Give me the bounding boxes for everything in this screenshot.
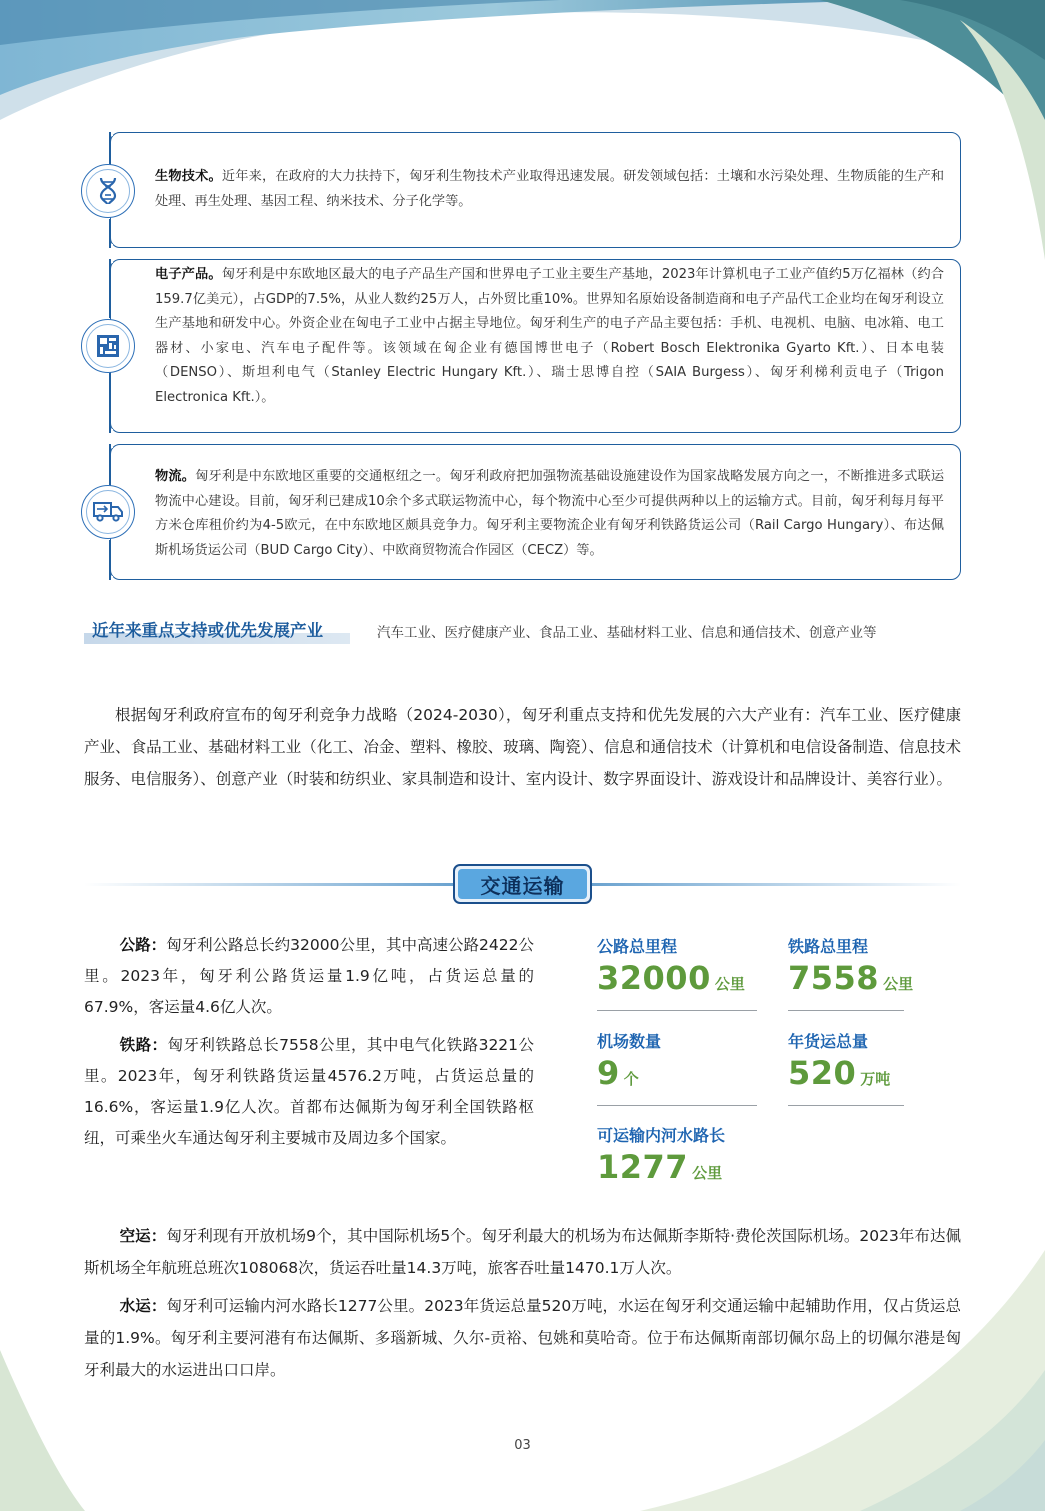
air-paragraph: 空运：匈牙利现有开放机场9个，其中国际机场5个。匈牙利最大的机场为布达佩斯李斯特·费伦茨国际机场。2023年布达佩斯机场全年航班总班次108068次，货运吞吐量14.3万吨，旅客吞吐量1470.1万人次。 <box>84 1227 961 1277</box>
stat-rail-length: 铁路总里程 7558 公里 <box>788 937 914 997</box>
stat-inland-waterway: 可运输内河水路长 1277 公里 <box>597 1126 726 1186</box>
water-paragraph: 水运：匈牙利可运输内河水路长1277公里。2023年货运总量520万吨，水运在匈牙利交通运输中起辅助作用，仅占货运总量的1.9%。匈牙利主要河港有布达佩斯、多瑙新城、久尔-贡裕、包姚和莫哈奇。位于布达佩斯南部切佩尔岛上的切佩尔港是匈牙利最大的水运进出口口岸。 <box>84 1297 961 1379</box>
stat-airport-count: 机场数量 9 个 <box>597 1032 662 1092</box>
title-rule-left <box>84 883 456 886</box>
stat-divider <box>788 1010 904 1011</box>
title-rule-right <box>589 883 961 886</box>
priority-industries-desc: 汽车工业、医疗健康产业、食品工业、基础材料工业、信息和通信技术、创意产业等 <box>377 625 877 641</box>
stat-divider <box>597 1105 757 1106</box>
stat-road-length: 公路总里程 32000 公里 <box>597 937 745 997</box>
stat-divider <box>597 1010 757 1011</box>
truck-icon <box>81 485 135 539</box>
card-logistics-text: 物流。匈牙利是中东欧地区重要的交通枢纽之一。匈牙利政府把加强物流基础设施建设作为国家战略发展方向之一，不断推进多式联运物流中心建设。目前，匈牙利已建成10余个多式联运物流中心，每个物流中心至少可提供两种以上的运输方式。目前，匈牙利每月每平方米仓库租价约为4-5欧元，在中东欧地区颇具竞争力。匈牙利主要物流企业有匈牙利铁路货运公司（Rail Cargo Hungary）、布达佩斯机场货运公司（BUD Cargo City）、中欧商贸物流合作园区（CECZ）等。 <box>155 469 945 558</box>
rail-paragraph: 铁路：匈牙利铁路总长7558公里，其中电气化铁路3221公里。2023年，匈牙利铁路货运量4576.2万吨，占货运总量的16.6%，客运量1.9亿人次。首都布达佩斯为匈牙利全国铁路枢纽，可乘坐火车通达匈牙利主要城市及周边多个国家。 <box>84 1036 534 1147</box>
road-paragraph: 公路：匈牙利公路总长约32000公里，其中高速公路2422公里。2023年，匈牙利公路货运量1.9亿吨，占货运总量的67.9%，客运量4.6亿人次。 <box>84 936 534 1016</box>
industry-card-logistics <box>110 444 961 580</box>
stat-divider <box>788 1105 904 1106</box>
section-title-transport: 交通运输 <box>453 864 592 904</box>
industry-card-biotech <box>110 132 961 248</box>
page-number: 03 <box>514 1438 531 1453</box>
circuit-board-icon <box>81 319 135 373</box>
stat-annual-freight: 年货运总量 520 万吨 <box>788 1032 891 1092</box>
card-biotech-text: 生物技术。近年来，在政府的大力扶持下，匈牙利生物技术产业取得迅速发展。研发领域包括：土壤和水污染处理、生物质能的生产和处理、再生处理、基因工程、纳米技术、分子化学等。 <box>155 169 945 209</box>
strategy-paragraph: 根据匈牙利政府宣布的匈牙利竞争力战略（2024-2030），匈牙利重点支持和优先发展的六大产业有：汽车工业、医疗健康产业、食品工业、基础材料工业（化工、冶金、塑料、橡胶、玻璃、陶瓷）、信息和通信技术（计算机和电信设备制造、信息技术服务、电信服务）、创意产业（时装和纺织业、家具制造和设计、室内设计、数字界面设计、游戏设计和品牌设计、美容行业）。 <box>84 706 961 788</box>
priority-industries-tag: 近年来重点支持或优先发展产业 <box>84 617 354 645</box>
industry-card-electronics <box>110 259 961 433</box>
card-electronics-text: 电子产品。匈牙利是中东欧地区最大的电子产品生产国和世界电子工业主要生产基地，2023年计算机电子工业产值约5万亿福林（约合159.7亿美元），占GDP的7.5%，从业人数约25万人，占外贸比重10%。世界知名原始设备制造商和电子产品代工企业均在匈牙利设立生产基地和研发中心。外资企业在匈电子工业中占据主导地位。匈牙利生产的电子产品主要包括：手机、电视机、电脑、电冰箱、电工器材、小家电、汽车电子配件等。该领域在匈企业有德国博世电子（Robert Bosch Elektronika Gyarto Kft.）、日本电装（DENSO）、斯坦利电气（Stanley Electric Hungary Kft.）、瑞士思博自控（SAIA Burgess）、匈牙利梯利贡电子（Trigon Electronica Kft.）。 <box>155 267 944 405</box>
dna-icon <box>81 164 135 218</box>
